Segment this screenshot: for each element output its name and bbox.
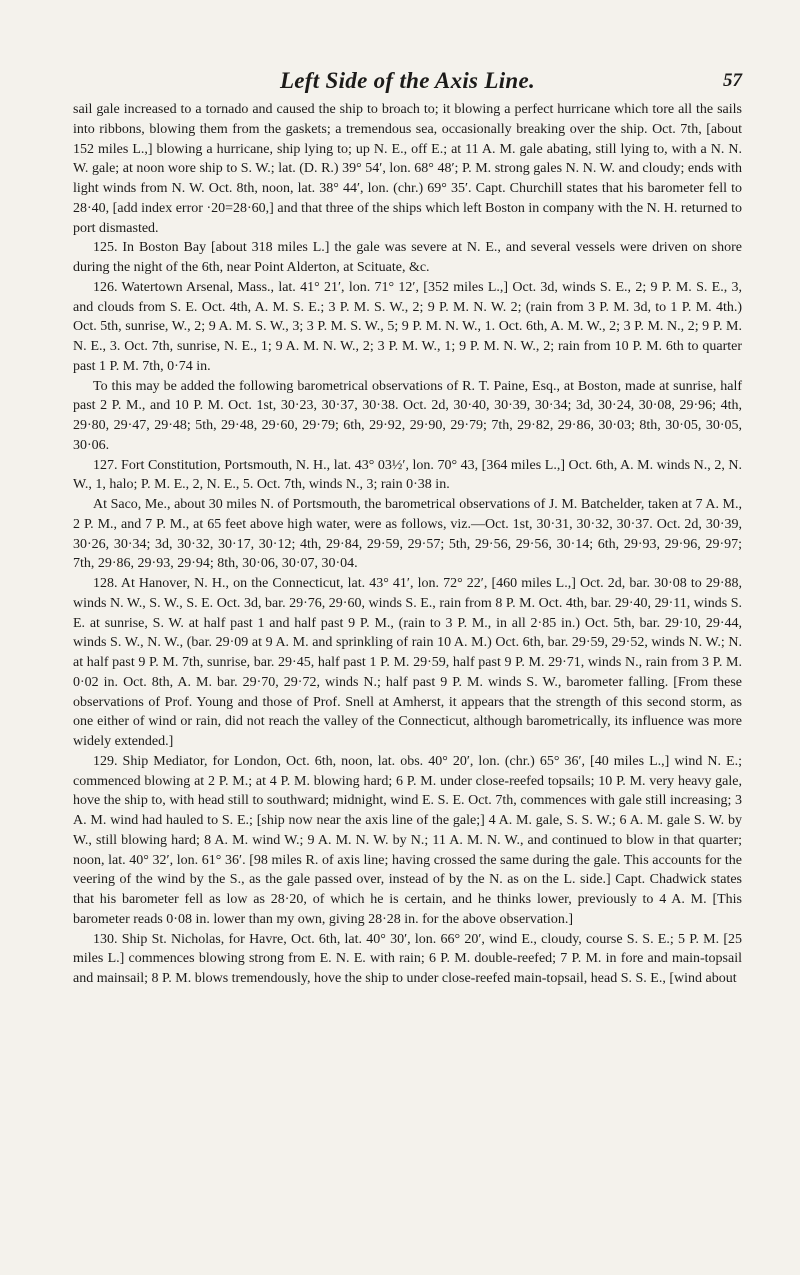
running-title: Left Side of the Axis Line. — [279, 68, 536, 93]
paragraph-130: 130. Ship St. Nicholas, for Havre, Oct. 6th, lat. 40° 30′, lon. 66° 20′, wind E., cloudy, course S. S. E.; 5 P. M. [25 miles L.] commences blowing strong from E. N. E. with rain; 6 P. M. double-reefed; 7 P. M. in fore and main-topsail and mainsail; 8 P. M. blows tremendously, hove the ship to under close-reefed main-topsail, head S. S. E., [wind about — [73, 931, 742, 986]
paragraph-126: 126. Watertown Arsenal, Mass., lat. 41° 21′, lon. 71° 12′, [352 miles L.,] Oct. 3d, winds S. E., 2; 9 P. M. S. E., 3, and clouds from S. E. Oct. 4th, A. M. S. E.; 3 P. M. S. W., 2; 9 P. M. N. W. 2; (rain from 3 P. M. 3d, to 1 P. M. 4th.) Oct. 5th, sunrise, W., 2; 9 A. M. S. W., 3; 3 P. M. S. W., 5; 9 P. M. N. W., 1. Oct. 6th, A. M. W., 2; 3 P. M. N., 2; 9 P. M. N. E., 3. Oct. 7th, sunrise, N. E., 1; 9 A. M. N. W., 2; 3 P. M. W., 1; 9 P. M. N. W., 2; rain from 10 P. M. 6th to quarter past 1 P. M. 7th, 0·74 in. — [73, 279, 742, 374]
paragraph-128: 128. At Hanover, N. H., on the Connecticut, lat. 43° 41′, lon. 72° 22′, [460 miles L.,] Oct. 2d, bar. 30·08 to 29·88, winds N. W., S. W., S. E. Oct. 3d, bar. 29·76, 29·60, winds S. E., rain from 8 P. M. Oct. 4th, bar. 29·40, 29·11, winds S. E. at sunrise, S. W. at half past 1 and half past 9 P. M., (rain to 3 P. M., in all 2·85 in.) Oct. 5th, bar. 29·10, 29·44, winds S. W., N. W., (bar. 29·09 at 9 A. M. and sprinkling of rain 10 A. M.) Oct. 6th, bar. 29·59, 29·52, winds N. W.; N. at half past 9 P. M. 7th, sunrise, bar. 29·45, half past 1 P. M. 29·59, half past 9 P. M. 29·71, winds N., rain from 3 P. M. 0·02 in. Oct. 8th, A. M. bar. 29·70, 29·72, winds N.; half past 9 P. M. winds S. W., barometer falling. [From these observations of Prof. Young and those of Prof. Snell at Amherst, it appears that the strength of this second storm, as one either of wind or rain, did not reach the valley of the Connecticut, although barometrically, its influence was more widely extended.] — [73, 576, 742, 749]
paragraph-paine-observations: To this may be added the following barometrical observations of R. T. Paine, Esq., at Boston, made at sunrise, half past 2 P. M., and 10 P. M. Oct. 1st, 30·23, 30·37, 30·38. Oct. 2d, 30·40, 30·39, 30·34; 3d, 30·24, 30·08, 29·96; 4th, 29·80, 29·47, 29·48; 5th, 29·48, 29·60, 29·79; 6th, 29·92, 29·90, 29·79; 7th, 29·82, 29·86, 30·03; 8th, 30·05, 30·05, 30·06. — [73, 378, 742, 453]
paragraph-127: 127. Fort Constitution, Portsmouth, N. H., lat. 43° 03½′, lon. 70° 43, [364 miles L.,] Oct. 6th, A. M. winds N., 2, N. W., 1, halo; P. M. E., 2, N. E., 5. Oct. 7th, winds N., 3; rain 0·38 in. — [73, 457, 742, 493]
paragraph-saco-observations: At Saco, Me., about 30 miles N. of Portsmouth, the barometrical observations of J. M. Batchelder, taken at 7 A. M., 2 P. M., and 7 P. M., at 65 feet above high water, were as follows, viz.—Oct. 1st, 30·31, 30·32, 30·37. Oct. 2d, 30·39, 30·26, 30·34; 3d, 30·32, 30·17, 30·12; 4th, 29·84, 29·59, 29·57; 5th, 29·56, 29·56, 30·14; 6th, 29·93, 29·96, 29·97; 7th, 29·86, 29·93, 29·94; 8th, 30·06, 30·07, 30·04. — [73, 497, 742, 572]
page-header — [73, 0, 742, 100]
paragraph-129: 129. Ship Mediator, for London, Oct. 6th, noon, lat. obs. 40° 20′, lon. (chr.) 65° 36′, [40 miles L.,] wind N. E.; commenced blowing at 2 P. M.; at 4 P. M. blowing hard; 6 P. M. under close-reefed topsails; 10 P. M. very heavy gale, hove the ship to, with head still to southward; midnight, wind E. S. E. Oct. 7th, commences with gale still increasing; 3 A. M. wind had hauled to S. E.; [ship now near the axis line of the gale;] 4 A. M. gale, S. S. W.; 6 A. M. gale S. W. by W., still blowing hard; 8 A. M. wind W.; 9 A. M. N. W. by N.; 11 A. M. N. W., and continued to blow in that quarter; noon, lat. 40° 32′, lon. 61° 36′. [98 miles R. of axis line; having crossed the same during the gale. This accounts for the veering of the wind by the S., as the gale passed over, instead of by the N. as on the L. side.] Capt. Chadwick states that his barometer fell as low as 28·20, of which he is certain, and he thinks lower, previously to 4 A. M. [This barometer reads 0·08 in. lower than my own, giving 28·28 in. for the above observation.] — [73, 753, 742, 927]
page-number: 57 — [723, 70, 742, 91]
body-text — [73, 100, 742, 989]
paragraph-continuation: sail gale increased to a tornado and caused the ship to broach to; it blowing a perfect hurricane which tore all the sails into ribbons, blowing them from the gaskets; a tremendous sea, occasionally breaking over the ship. Oct. 7th, [about 152 miles L.,] blowing a hurricane, ship lying to; up N. E., off E.; at 11 A. M. gale abating, still lying to, with a N. N. W. gale; at noon wore ship to S. W.; lat. (D. R.) 39° 54′, lon. 68° 48′; P. M. strong gales N. N. W. and cloudy; ends with light winds from N. W. Oct. 8th, noon, lat. 38° 44′, lon. (chr.) 69° 35′. Capt. Churchill states that his barometer fell to 28·40, [add index error ·20=28·60,] and that three of the ships which left Boston in company with the N. H. returned to port dismasted. — [73, 102, 742, 236]
paragraph-125: 125. In Boston Bay [about 318 miles L.] the gale was severe at N. E., and several vessels were driven on shore during the night of the 6th, near Point Alderton, at Scituate, &c. — [73, 240, 742, 275]
